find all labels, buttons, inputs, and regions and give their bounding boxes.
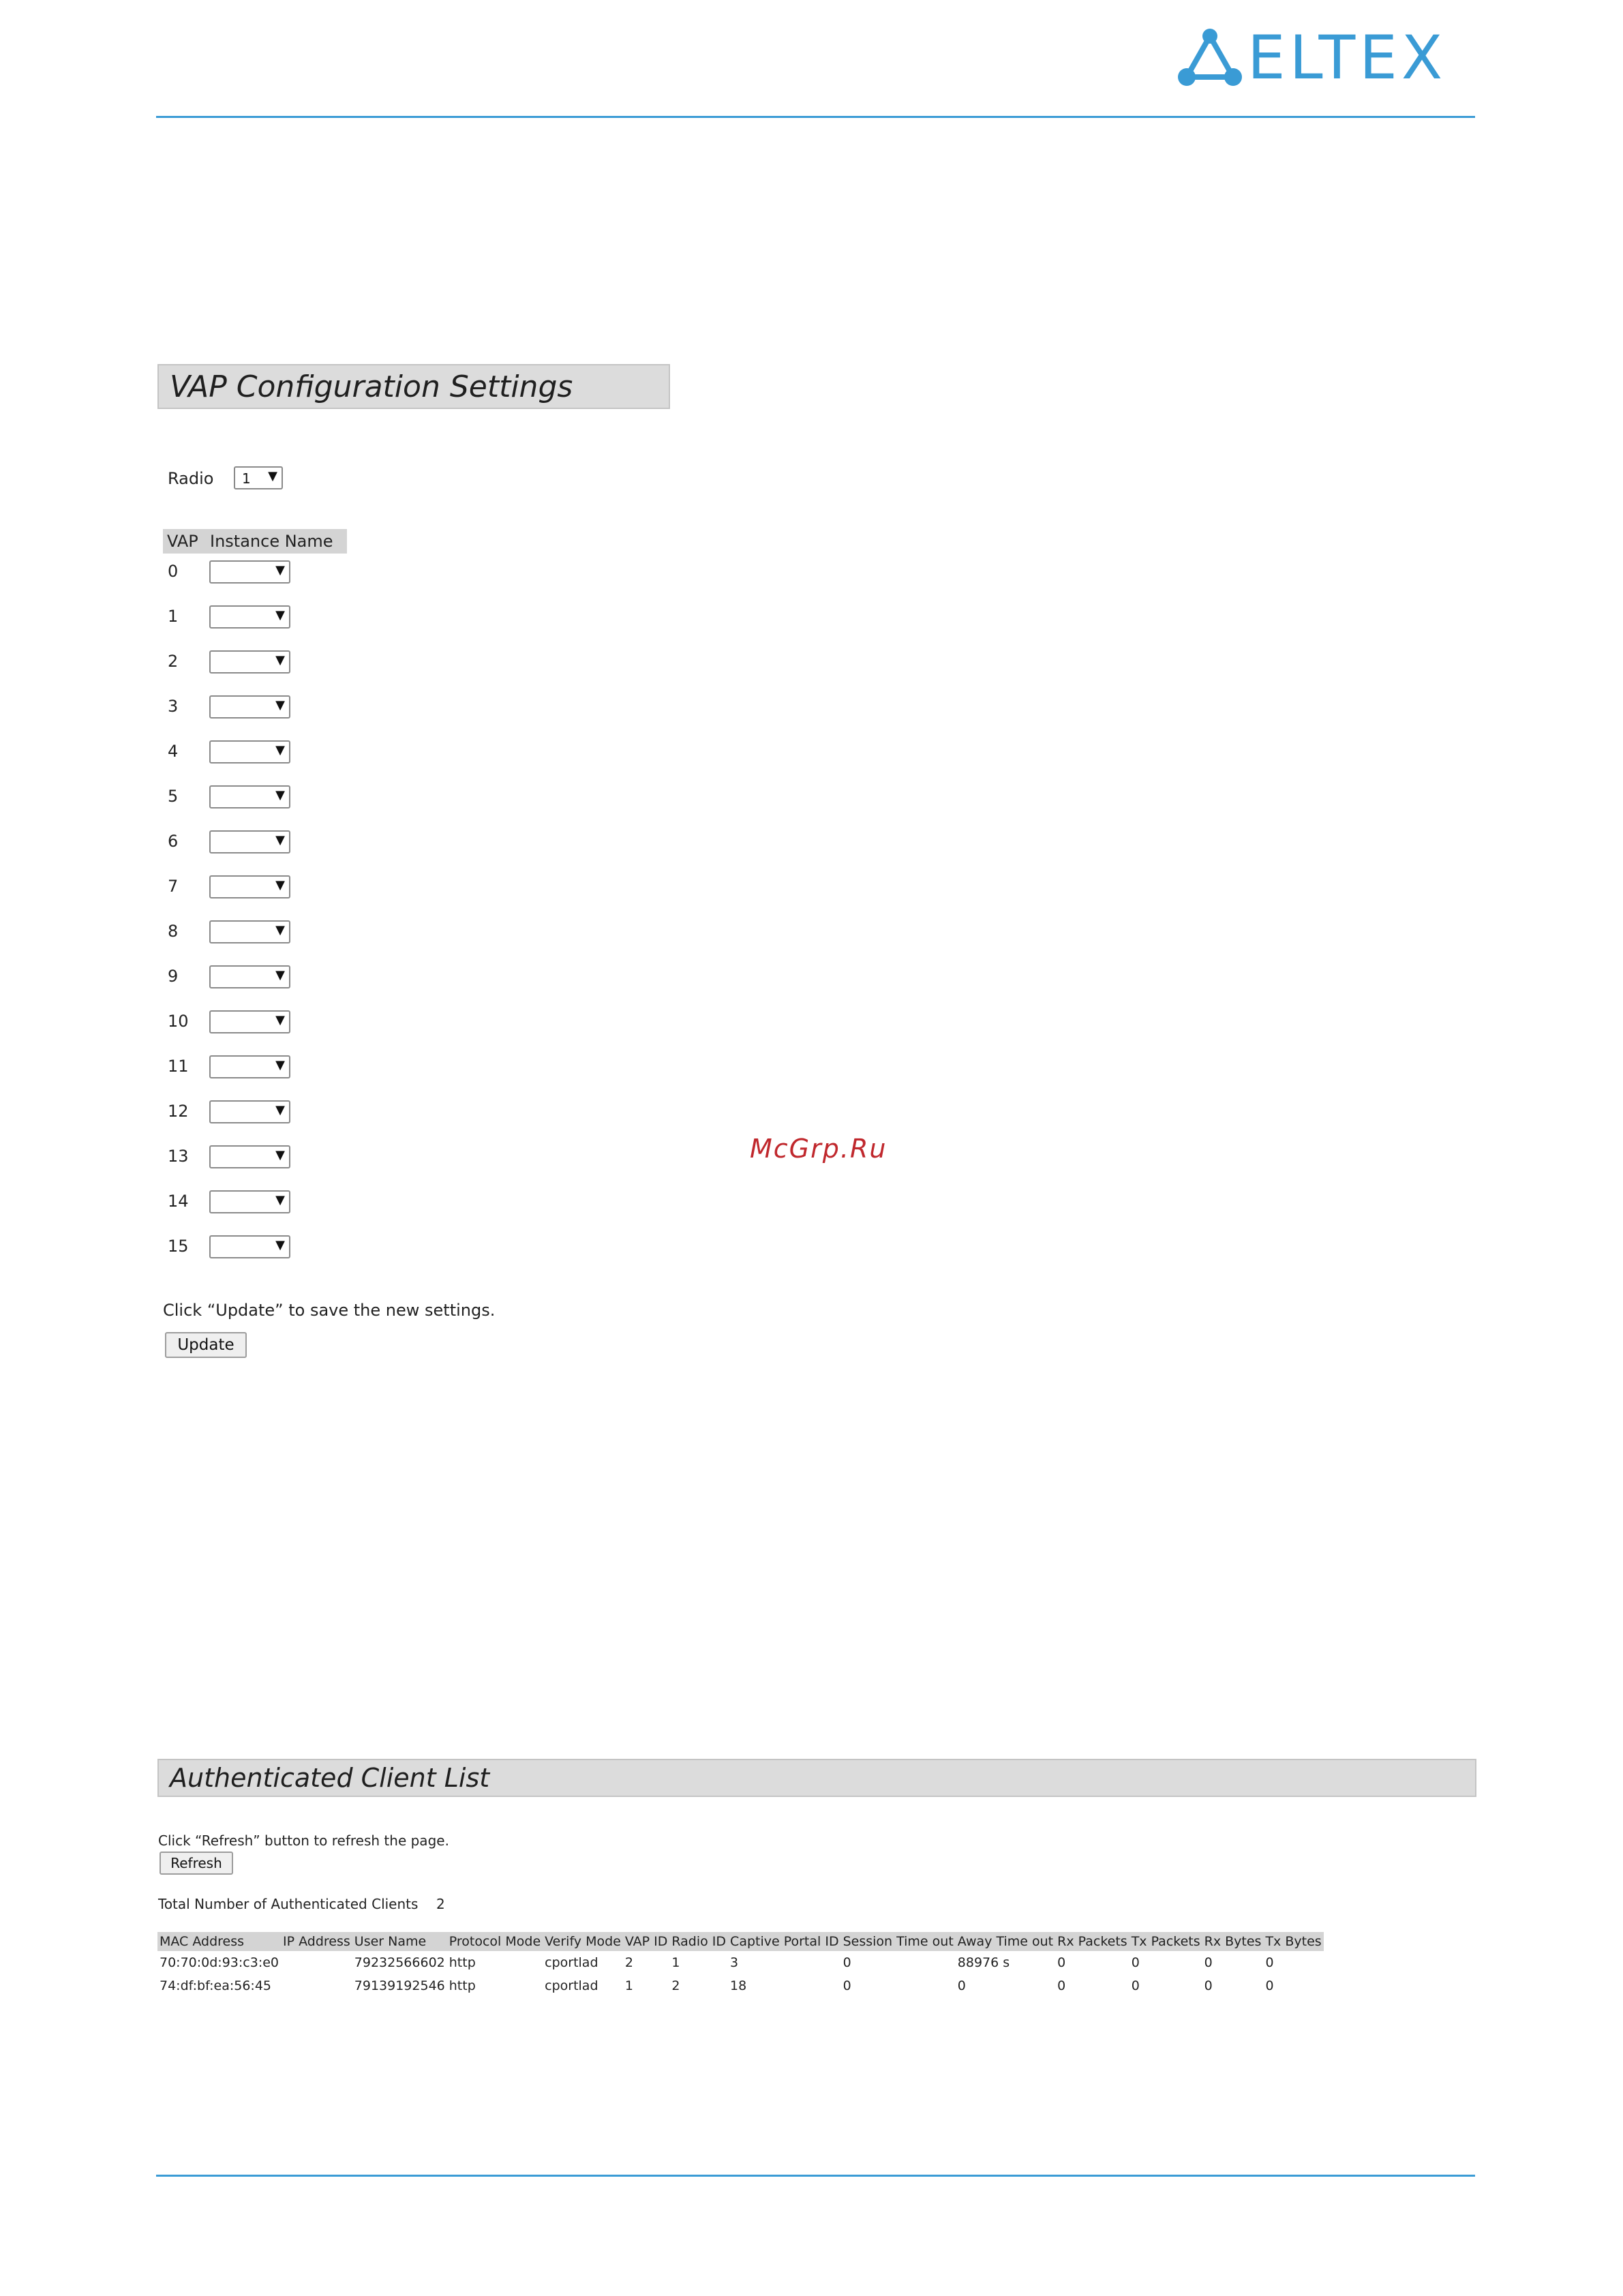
client-table-header-row <box>157 1932 1324 1951</box>
watermark-text: McGrp.Ru <box>750 1134 888 1164</box>
column-header: Away Time out <box>956 1932 1055 1951</box>
vap-instance-select[interactable] <box>209 1145 290 1168</box>
table-cell: cportlad <box>545 1978 598 1993</box>
table-cell: 70:70:0d:93:c3:e0 <box>160 1955 279 1970</box>
table-cell: cportlad <box>545 1955 598 1970</box>
refresh-button[interactable]: Refresh <box>160 1852 233 1875</box>
total-clients-value: 2 <box>436 1896 445 1912</box>
column-header: IP Address <box>281 1932 352 1951</box>
vap-index: 7 <box>168 877 179 896</box>
vap-config-title: VAP Configuration Settings <box>170 369 573 404</box>
chevron-down-icon: ▼ <box>275 698 285 712</box>
client-list-title: Authenticated Client List <box>170 1763 490 1793</box>
vap-instance-select[interactable] <box>209 1100 290 1123</box>
radio-select[interactable]: 1 ▼ <box>234 466 283 489</box>
chevron-down-icon: ▼ <box>275 563 285 577</box>
vap-index: 14 <box>168 1192 189 1211</box>
table-cell: http <box>449 1978 476 1993</box>
vap-table-header <box>163 529 347 554</box>
table-cell: 0 <box>1265 1955 1274 1970</box>
vap-instance-select[interactable] <box>209 740 290 764</box>
vap-index: 4 <box>168 742 179 761</box>
vap-index: 13 <box>168 1147 189 1166</box>
vap-instance-select[interactable] <box>209 1010 290 1033</box>
table-cell: 0 <box>957 1978 966 1993</box>
vap-instance-select[interactable] <box>209 965 290 988</box>
table-cell: 1 <box>624 1978 633 1993</box>
chevron-down-icon: ▼ <box>268 469 277 483</box>
vap-index: 3 <box>168 697 179 716</box>
chevron-down-icon: ▼ <box>275 743 285 757</box>
vap-instance-select[interactable] <box>209 920 290 943</box>
eltex-logo <box>1176 24 1476 92</box>
table-cell: 0 <box>1057 1955 1066 1970</box>
column-header: Tx Packets <box>1129 1932 1202 1951</box>
vap-index: 8 <box>168 922 179 941</box>
table-cell: 0 <box>1204 1955 1213 1970</box>
column-header: Radio ID <box>669 1932 728 1951</box>
table-cell: 0 <box>843 1955 851 1970</box>
column-header: Protocol Mode <box>447 1932 543 1951</box>
vap-instance-select[interactable] <box>209 785 290 809</box>
vap-index: 2 <box>168 652 179 671</box>
table-cell: 18 <box>730 1978 747 1993</box>
chevron-down-icon: ▼ <box>275 1193 285 1207</box>
chevron-down-icon: ▼ <box>275 923 285 937</box>
table-cell: 0 <box>1131 1955 1140 1970</box>
vap-config-title-bar <box>157 364 670 409</box>
table-row <box>157 1974 1324 1997</box>
vap-index: 1 <box>168 607 179 626</box>
vap-index: 0 <box>168 562 179 581</box>
vap-instance-select[interactable] <box>209 875 290 898</box>
vap-instance-select[interactable] <box>209 1055 290 1078</box>
table-cell: 88976 s <box>957 1955 1010 1970</box>
vap-instance-select[interactable] <box>209 650 290 674</box>
table-row <box>157 1951 1324 1974</box>
vap-instance-select[interactable] <box>209 560 290 584</box>
table-cell: 0 <box>1057 1978 1066 1993</box>
vap-instance-select[interactable] <box>209 1235 290 1258</box>
table-cell: 79139192546 <box>354 1978 445 1993</box>
table-cell: 1 <box>671 1955 680 1970</box>
column-header: User Name <box>352 1932 447 1951</box>
vap-instance-select[interactable] <box>209 695 290 719</box>
chevron-down-icon: ▼ <box>275 608 285 622</box>
chevron-down-icon: ▼ <box>275 1058 285 1072</box>
radio-label: Radio <box>168 469 214 488</box>
chevron-down-icon: ▼ <box>275 1238 285 1252</box>
table-cell: 3 <box>730 1955 739 1970</box>
table-cell: 0 <box>1131 1978 1140 1993</box>
table-cell: 79232566602 <box>354 1955 445 1970</box>
client-list-title-bar <box>157 1759 1476 1797</box>
instance-col-header: Instance Name <box>210 532 333 551</box>
column-header: Rx Bytes <box>1202 1932 1264 1951</box>
update-hint: Click “Update” to save the new settings. <box>163 1301 496 1320</box>
vap-instance-select[interactable] <box>209 830 290 854</box>
table-cell: 0 <box>1265 1978 1274 1993</box>
chevron-down-icon: ▼ <box>275 833 285 847</box>
column-header: Rx Packets <box>1055 1932 1129 1951</box>
table-cell <box>281 1974 352 1997</box>
column-header: Tx Bytes <box>1263 1932 1323 1951</box>
vap-instance-select[interactable] <box>209 1190 290 1213</box>
refresh-hint: Click “Refresh” button to refresh the page. <box>158 1832 449 1849</box>
table-cell: 2 <box>624 1955 633 1970</box>
table-cell: 0 <box>843 1978 851 1993</box>
vap-index: 11 <box>168 1057 189 1076</box>
total-clients-label: Total Number of Authenticated Clients <box>158 1896 419 1912</box>
table-cell: 0 <box>1204 1978 1213 1993</box>
vap-index: 12 <box>168 1102 189 1121</box>
column-header: Captive Portal ID <box>728 1932 841 1951</box>
column-header: MAC Address <box>157 1932 281 1951</box>
header-rule <box>156 116 1475 118</box>
vap-col-header: VAP <box>167 532 198 551</box>
chevron-down-icon: ▼ <box>275 968 285 982</box>
vap-index: 5 <box>168 787 179 806</box>
column-header: Session Time out <box>841 1932 956 1951</box>
chevron-down-icon: ▼ <box>275 1013 285 1027</box>
brand-name: ELTEX <box>1247 22 1447 93</box>
vap-index: 6 <box>168 832 179 851</box>
column-header: VAP ID <box>623 1932 670 1951</box>
client-table <box>157 1932 1324 1997</box>
update-button[interactable]: Update <box>165 1332 247 1358</box>
vap-index: 9 <box>168 967 179 986</box>
table-cell: http <box>449 1955 476 1970</box>
chevron-down-icon: ▼ <box>275 653 285 667</box>
vap-index: 15 <box>168 1237 189 1256</box>
table-cell <box>281 1951 352 1974</box>
table-cell: 74:df:bf:ea:56:45 <box>160 1978 272 1993</box>
chevron-down-icon: ▼ <box>275 1103 285 1117</box>
chevron-down-icon: ▼ <box>275 878 285 892</box>
footer-rule <box>156 2175 1475 2177</box>
chevron-down-icon: ▼ <box>275 788 285 802</box>
vap-index: 10 <box>168 1012 189 1031</box>
vap-instance-select[interactable] <box>209 605 290 629</box>
chevron-down-icon: ▼ <box>275 1148 285 1162</box>
column-header: Verify Mode <box>543 1932 623 1951</box>
table-cell: 2 <box>671 1978 680 1993</box>
